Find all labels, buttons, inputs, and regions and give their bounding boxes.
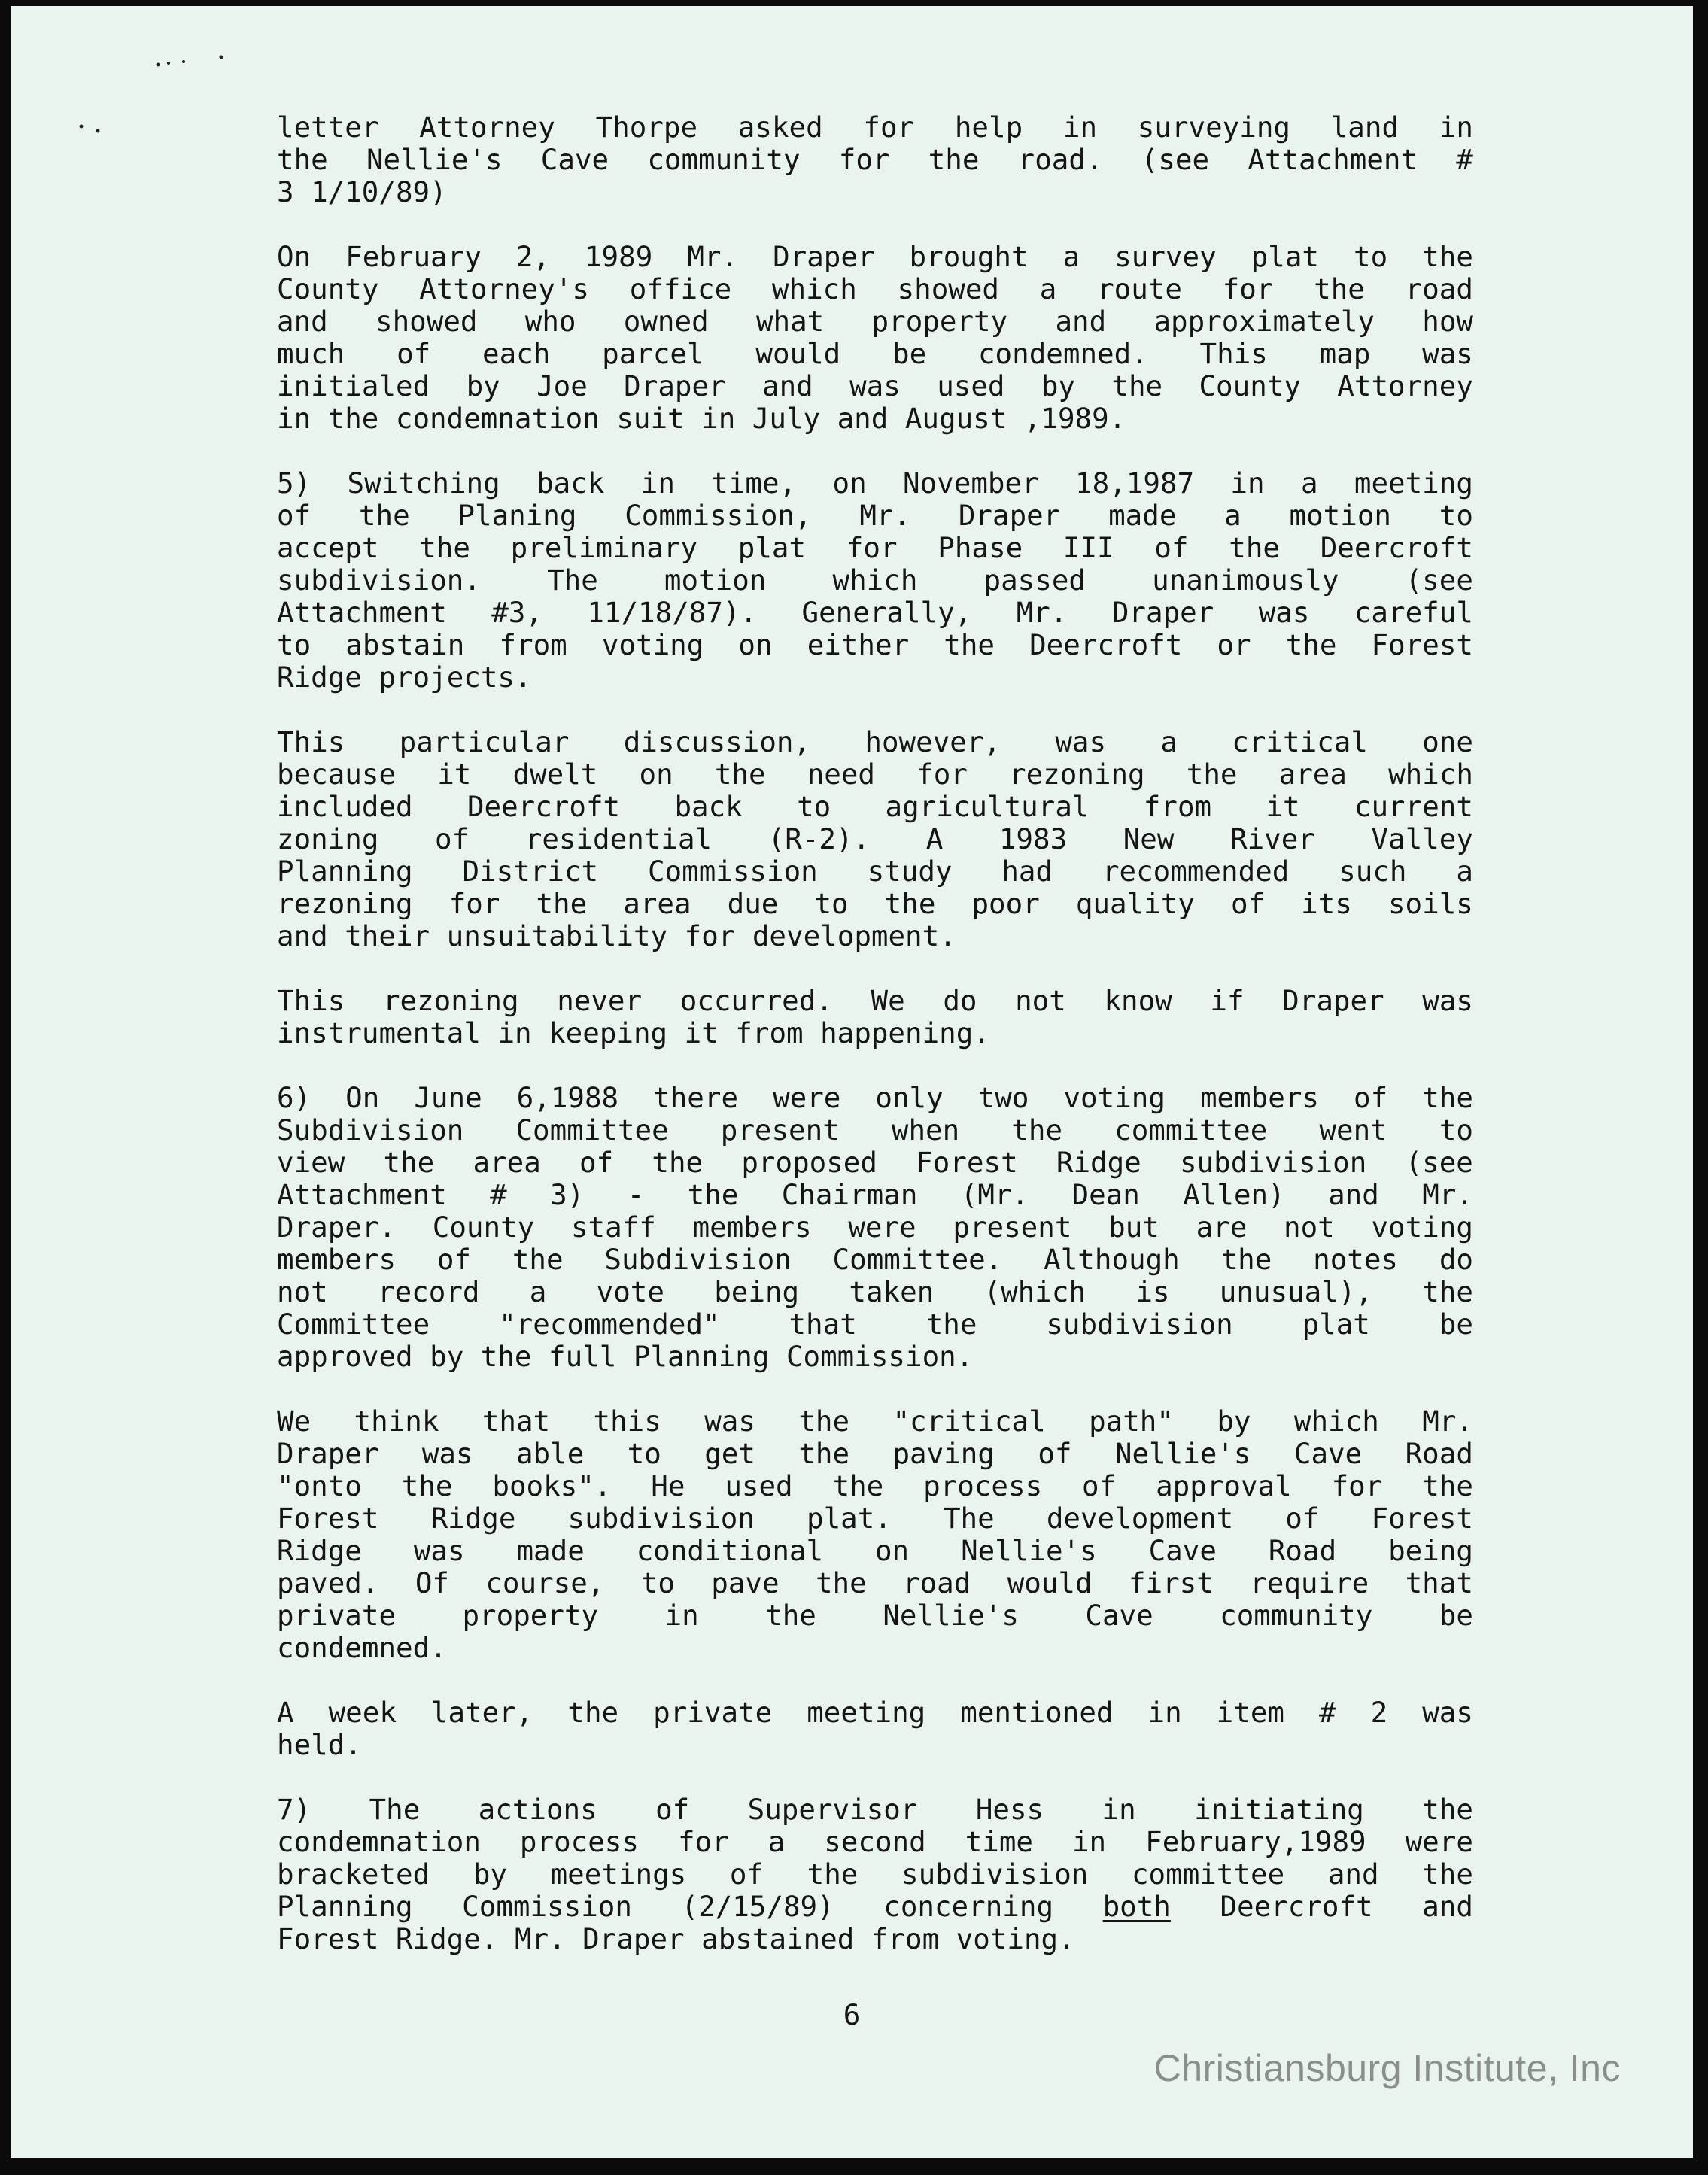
text-line: private property in the Nellie's Cave community be <box>277 1599 1473 1632</box>
text-line: 3 1/10/89) <box>277 175 447 208</box>
text-line: instrumental in keeping it from happening. <box>277 1016 990 1050</box>
paragraph <box>277 241 1473 435</box>
text-line: 6) On June 6,1988 there were only two voting members of the <box>277 1081 1473 1114</box>
text-line: not record a vote being taken (which is unusual), the <box>277 1275 1473 1308</box>
document-body <box>277 111 1473 1988</box>
text-line: Subdivision Committee present when the committee went to <box>277 1113 1473 1147</box>
page-number: 6 <box>843 1998 861 2031</box>
text-line: included Deercroft back to agricultural from it current <box>277 790 1473 823</box>
text-line: and their unsuitability for development. <box>277 919 956 952</box>
text-line: On February 2, 1989 Mr. Draper brought a survey plat to the <box>277 240 1473 273</box>
paragraph <box>277 111 1473 208</box>
text-line: Ridge was made conditional on Nellie's Cave Road being <box>277 1534 1473 1567</box>
paragraph <box>277 726 1473 952</box>
text-line: 7) The actions of Supervisor Hess in initiating the <box>277 1793 1473 1826</box>
text-line: initialed by Joe Draper and was used by the County Attorney <box>277 369 1473 402</box>
text-line: paved. Of course, to pave the road would first require that <box>277 1566 1473 1599</box>
text-line: Ridge projects. <box>277 661 532 694</box>
document-page <box>11 6 1693 2158</box>
text-line: condemnation process for a second time in February,1989 were <box>277 1825 1473 1858</box>
paragraph <box>277 985 1473 1050</box>
text-line: Attachment # 3) - the Chairman (Mr. Dean Allen) and Mr. <box>277 1178 1473 1211</box>
text-line: the Nellie's Cave community for the road. (see Attachment # <box>277 143 1473 176</box>
text-line: 5) Switching back in time, on November 18,1987 in a meeting <box>277 466 1473 500</box>
text-line: and showed who owned what property and approximately how <box>277 305 1473 338</box>
text-line: "onto the books". He used the process of approval for the <box>277 1469 1473 1502</box>
paragraph <box>277 1405 1473 1664</box>
text-line: County Attorney's office which showed a route for the road <box>277 272 1473 305</box>
text-line: much of each parcel would be condemned. This map was <box>277 337 1473 370</box>
text-line: Draper was able to get the paving of Nellie's Cave Road <box>277 1437 1473 1470</box>
text-line: in the condemnation suit in July and August ,1989. <box>277 402 1126 435</box>
text-line: approved by the full Planning Commission. <box>277 1340 974 1373</box>
text-line: of the Planing Commission, Mr. Draper made a motion to <box>277 499 1473 532</box>
text-line: Committee "recommended" that the subdivision plat be <box>277 1308 1473 1341</box>
text-line: Attachment #3, 11/18/87). Generally, Mr. Draper was careful <box>277 596 1473 629</box>
text-line: condemned. <box>277 1631 447 1664</box>
text-line: members of the Subdivision Committee. Although the notes do <box>277 1243 1473 1276</box>
text-line: We think that this was the "critical path" by which Mr. <box>277 1405 1473 1438</box>
text-line: This particular discussion, however, was a critical one <box>277 725 1473 758</box>
paragraph <box>277 467 1473 694</box>
text-line: subdivision. The motion which passed unanimously (see <box>277 563 1473 597</box>
text-line: A week later, the private meeting mentioned in item # 2 was <box>277 1696 1473 1729</box>
text-line: This rezoning never occurred. We do not know if Draper was <box>277 984 1473 1017</box>
text-line: rezoning for the area due to the poor quality of its soils <box>277 887 1473 920</box>
text-line: Forest Ridge subdivision plat. The development of Forest <box>277 1502 1473 1535</box>
scan-specks <box>11 6 312 156</box>
text-line: accept the preliminary plat for Phase III of the Deercroft <box>277 531 1473 564</box>
text-line: zoning of residential (R-2). A 1983 New River Valley <box>277 822 1473 855</box>
paragraph <box>277 1794 1473 1955</box>
text-line: bracketed by meetings of the subdivision committee and the <box>277 1858 1473 1891</box>
text-line: letter Attorney Thorpe asked for help in surveying land in <box>277 111 1473 144</box>
text-line: view the area of the proposed Forest Ridge subdivision (see <box>277 1146 1473 1179</box>
text-line: because it dwelt on the need for rezoning the area which <box>277 758 1473 791</box>
text-line: Planning Commission (2/15/89) concerning both Deercroft and <box>277 1890 1473 1923</box>
text-line: held. <box>277 1728 362 1761</box>
text-line: Draper. County staff members were present but are not voting <box>277 1211 1473 1244</box>
text-line: Planning District Commission study had recommended such a <box>277 855 1473 888</box>
paragraph <box>277 1082 1473 1373</box>
text-line: to abstain from voting on either the Deercroft or the Forest <box>277 628 1473 661</box>
watermark: Christiansburg Institute, Inc <box>1153 2047 1621 2089</box>
paragraph <box>277 1697 1473 1761</box>
text-line: Forest Ridge. Mr. Draper abstained from voting. <box>277 1922 1075 1955</box>
